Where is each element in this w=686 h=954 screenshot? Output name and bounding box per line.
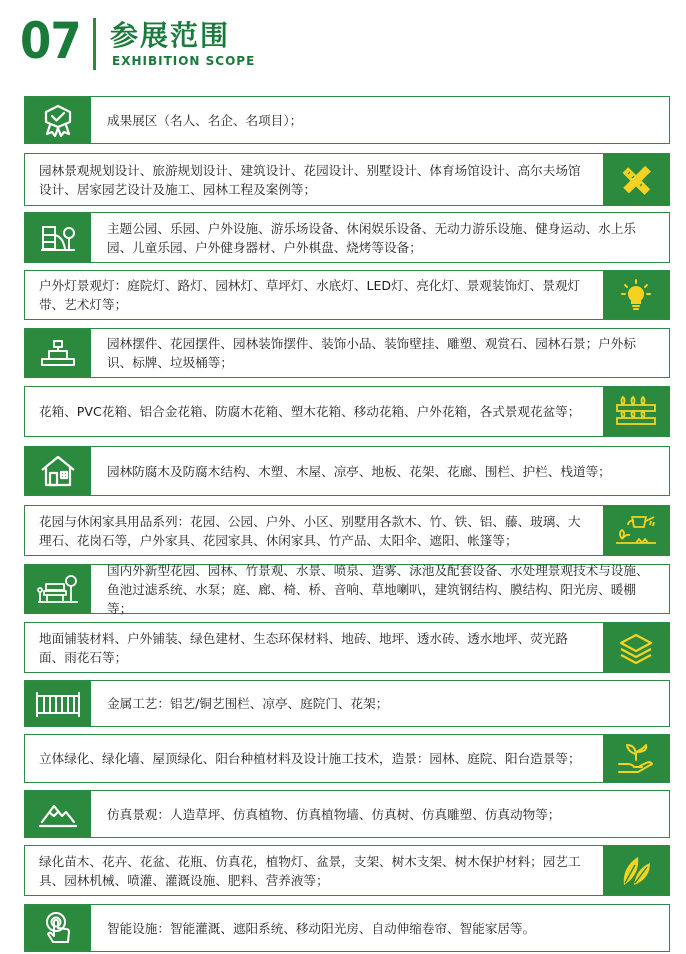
scope-item-text: 主题公园、乐园、户外设施、游乐场设备、休闲娱乐设备、无动力游乐设施、健身运动、水上乐园、儿童乐园、户外健身器材、户外棋盘、烧烤等设备； — [107, 220, 636, 255]
scope-item — [24, 505, 670, 556]
lightbulb-icon — [603, 271, 669, 319]
section-number: 07 — [20, 12, 81, 70]
scope-item — [24, 212, 670, 263]
divider — [93, 18, 96, 70]
planter-box-icon — [603, 387, 669, 436]
touch-hand-icon — [25, 905, 91, 951]
scope-item — [24, 446, 670, 496]
scope-item-text: 花箱、PVC花箱、铝合金花箱、防腐木花箱、塑木花箱、移动花箱、户外花箱，各式景观花盆等； — [39, 404, 581, 419]
metal-fence-icon — [25, 681, 91, 726]
scope-item-text: 国内外新型花园、园林、竹景观、水景、喷泉、造雾、泳池及配套设备、水处理景观技术与设施、鱼池过滤系统、水泵；庭、廊、椅、桥、音响、草地喇叭，建筑钢结构、膜结构、阳光房、暖棚等； — [107, 562, 649, 616]
scope-item-text: 绿化苗木、花卉、花盆、花瓶、仿真花，植物灯、盆景，支架、树木支架、树木保护材料；园艺工具、园林机械、喷灌、灌溉设施、肥料、营养液等； — [39, 853, 581, 888]
scope-item-text: 立体绿化、绿化墙、屋顶绿化、阳台种植材料及设计施工技术，造景：园林、庭院、阳台造景等； — [39, 751, 581, 766]
scope-item — [24, 622, 670, 673]
hand-plant-icon — [603, 735, 669, 782]
scope-item — [24, 734, 670, 783]
scope-item — [24, 153, 670, 206]
sculpture-pedestal-icon — [25, 329, 91, 377]
scope-item-text: 智能设施：智能灌溉、遮阳系统、移动阳光房、自动伸缩卷帘、智能家居等。 — [107, 920, 536, 936]
scope-item-text: 花园与休闲家具用品系列：花园、公园、户外、小区、别墅用各款木、竹、铁、铝、藤、玻璃、大理石、花岗石等，户外家具、花园家具、休闲家具、竹产品、太阳伞、遮阳、帐篷等； — [39, 513, 581, 548]
scope-item — [24, 904, 670, 952]
park-bench-icon — [25, 565, 91, 613]
scope-item — [24, 328, 670, 378]
scope-item — [24, 790, 670, 838]
watering-can-icon — [603, 506, 669, 555]
scope-item — [24, 96, 670, 144]
scope-item — [24, 564, 670, 614]
scope-item — [24, 680, 670, 727]
leaves-icon — [603, 846, 669, 895]
layers-icon — [603, 623, 669, 672]
wooden-house-icon — [25, 447, 91, 495]
scope-item — [24, 270, 670, 320]
scope-item-text: 成果展区（名人、名企、名项目）； — [107, 112, 303, 128]
scope-item — [24, 386, 670, 437]
scope-item-text: 园林防腐木及防腐木结构、木塑、木屋、凉亭、地板、花架、花廊、围栏、护栏、栈道等； — [107, 463, 611, 479]
scope-item-text: 园林景观规划设计、旅游规划设计、建筑设计、花园设计、别墅设计、体育场馆设计、高尔夫场馆设计、居家园艺设计及施工、园林工程及案例等； — [39, 162, 581, 197]
section-title: 参展范围 — [110, 19, 231, 52]
pencil-ruler-icon — [603, 154, 669, 205]
scope-item-text: 地面铺装材料、户外铺装、绿色建材、生态环保材料、地砖、地坪、透水砖、透水地坪、荧光路面、雨花石等； — [39, 630, 568, 665]
scope-item-text: 户外灯景观灯：庭院灯、路灯、园林灯、草坪灯、水底灯、LED灯、亮化灯、景观装饰灯、景观灯带、艺术灯等； — [39, 278, 581, 312]
section-header — [0, 0, 686, 82]
mountain-landscape-icon — [25, 791, 91, 837]
award-badge-icon — [25, 97, 91, 143]
scope-item-text: 仿真景观：人造草坪、仿真植物、仿真植物墙、仿真树、仿真雕塑、仿真动物等； — [107, 806, 561, 822]
section-subtitle: EXHIBITION SCOPE — [112, 54, 256, 68]
scope-item — [24, 845, 670, 896]
scope-item-text: 金属工艺：铝艺/铜艺围栏、凉亭、庭院门、花架； — [107, 696, 389, 711]
playground-icon — [25, 213, 91, 262]
scope-item-text: 园林摆件、花园摆件、园林装饰摆件、装饰小品、装饰壁挂、雕塑、观赏石、园林石景；户外标识、标牌、垃圾桶等； — [107, 336, 636, 370]
